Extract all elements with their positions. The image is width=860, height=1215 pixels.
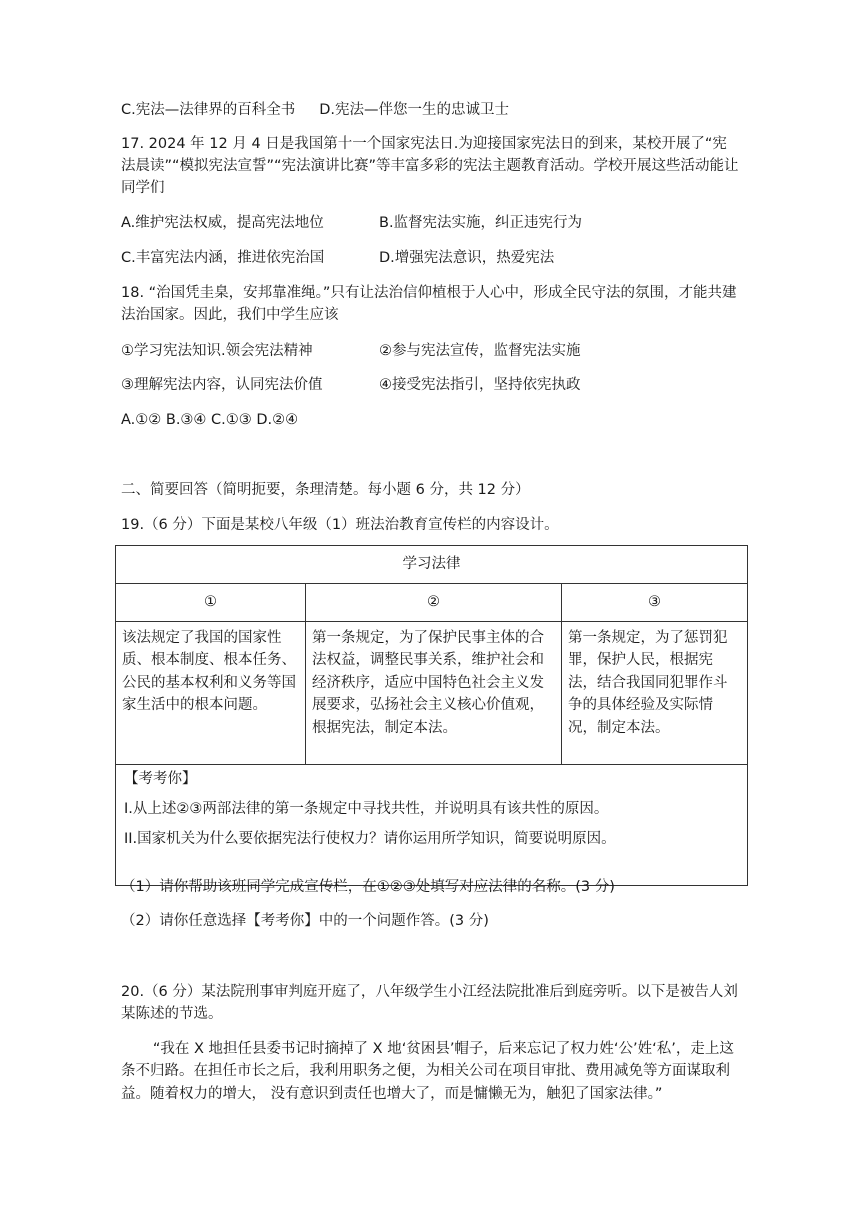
q18-item-2: ②参与宪法宣传，监督宪法实施 bbox=[379, 343, 581, 359]
q18-item-1: ①学习宪法知识.领会宪法精神 bbox=[121, 343, 313, 359]
board-title: 学习法律 bbox=[116, 546, 748, 584]
quiz-title: 【考考你】 bbox=[124, 771, 197, 787]
q17-options-ab bbox=[121, 213, 582, 235]
q20-stem: 20.（6 分）某法院刑事审判庭开庭了，八年级学生小江经法院批准后到庭旁听。以下是被告人刘某陈述的节选。 bbox=[121, 984, 738, 1022]
q18-item-4: ④接受宪法指引，坚持依宪执政 bbox=[379, 377, 581, 393]
law-content-1: 该法规定了我国的国家性质、根本制度、根本任务、公民的基本权利和义务等国家生活中的根本问题。 bbox=[116, 622, 306, 765]
law-content-2: 第一条规定，为了保护民事主体的合法权益，调整民事关系，维护社会和经济秩序，适应中国特色社会主义发展要求，弘扬社会主义核心价值观，根据宪法，制定本法。 bbox=[306, 622, 562, 765]
q19-stem: 19.（6 分）下面是某校八年级（1）班法治教育宣传栏的内容设计。 bbox=[121, 517, 559, 533]
quiz-box bbox=[116, 765, 748, 886]
q19-sub-1: （1）请你帮助该班同学完成宣传栏，在①②③处填写对应法律的名称。(3 分) bbox=[121, 879, 615, 895]
law-header-1: ① bbox=[116, 584, 306, 622]
q18-item-3: ③理解宪法内容，认同宪法价值 bbox=[121, 377, 323, 393]
q16-option-c: C.宪法—法律界的百科全书 bbox=[121, 102, 296, 118]
q16-option-d: D.宪法—伴您一生的忠诚卫士 bbox=[319, 102, 510, 118]
q18-items-12 bbox=[121, 341, 581, 363]
propaganda-board-table bbox=[115, 545, 748, 886]
q17-options-cd bbox=[121, 248, 554, 270]
quiz-question-1: I.从上述②③两部法律的第一条规定中寻找共性，并说明具有该共性的原因。 bbox=[124, 800, 609, 817]
law-header-2: ② bbox=[306, 584, 562, 622]
law-content-3: 第一条规定，为了惩罚犯罪，保护人民，根据宪法，结合我国同犯罪作斗争的具体经验及实际情况，制定本法。 bbox=[562, 622, 748, 765]
quiz-question-2: II.国家机关为什么要依据宪法行使权力？请你运用所学知识，简要说明原因。 bbox=[124, 830, 616, 847]
q17-option-a: A.维护宪法权威，提高宪法地位 bbox=[121, 215, 324, 231]
q17-option-b: B.监督宪法实施，纠正违宪行为 bbox=[379, 215, 583, 231]
q18-stem: 18. “治国凭圭臬，安邦靠准绳。”只有让法治信仰植根于人心中，形成全民守法的氛围，才能共建法治国家。因此，我们中学生应该 bbox=[121, 285, 737, 323]
q17-option-c: C.丰富宪法内涵，推进依宪治国 bbox=[121, 250, 325, 266]
q19-sub-2: （2）请你任意选择【考考你】中的一个问题作答。(3 分) bbox=[121, 913, 489, 929]
q20-quote: “我在 X 地担任县委书记时摘掉了 X 地‘贫困县’帽子，后来忘记了权力姓‘公’姓‘私’，走上这条不归路。在担任市长之后，我利用职务之便，为相关公司在项目审批、费用减免等方面谋取利益。随着权力的增大， 没有意识到责任也增大了，而是慵懒无为，触犯了国家法律。” bbox=[121, 1041, 734, 1102]
q16-options-cd bbox=[121, 100, 509, 122]
q18-items-34 bbox=[121, 375, 581, 397]
law-header-3: ③ bbox=[562, 584, 748, 622]
q18-options: A.①② B.③④ C.①③ D.②④ bbox=[121, 412, 299, 428]
q17-option-d: D.增强宪法意识，热爱宪法 bbox=[379, 250, 555, 266]
q17-stem: 17. 2024 年 12 月 4 日是我国第十一个国家宪法日.为迎接国家宪法日的到来，某校开展了“宪法晨读”“模拟宪法宣誓”“宪法演讲比赛”等丰富多彩的宪法主题教育活动。学校开展这些活动能让同学们 bbox=[121, 136, 739, 196]
section-2-heading: 二、简要回答（简明扼要，条理清楚。每小题 6 分，共 12 分） bbox=[121, 482, 530, 498]
